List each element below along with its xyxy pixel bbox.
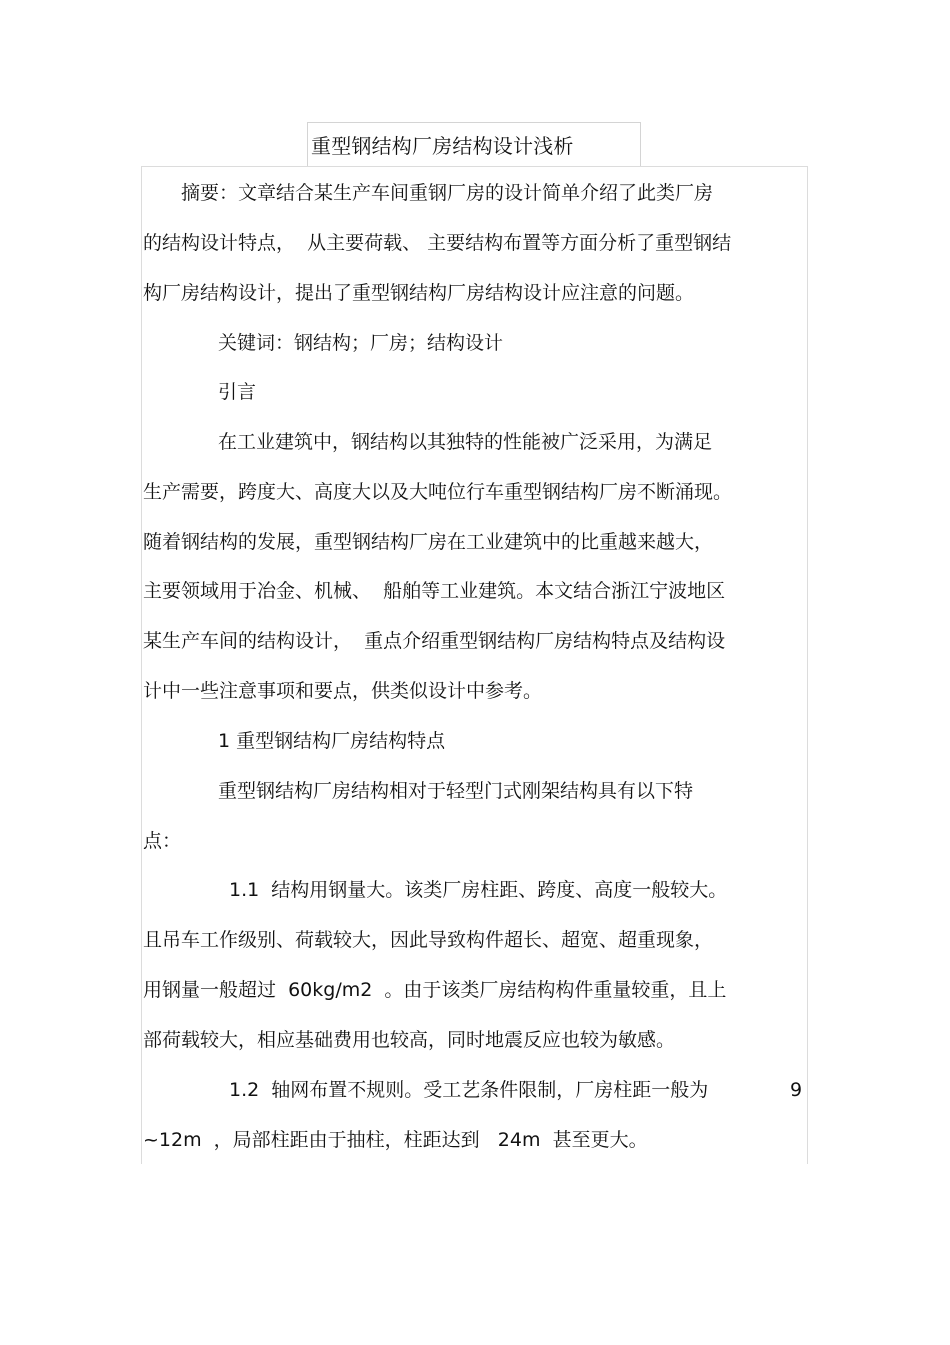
paragraph-line: 点： [143,830,182,852]
paragraph-line: 生产需要，跨度大、高度大以及大吨位行车重型钢结构厂房不断涌现。 [143,481,733,503]
paragraph-line: 部荷载较大，相应基础费用也较高，同时地震反应也较为敏感。 [143,1029,676,1051]
abstract-line-3: 构厂房结构设计，提出了重型钢结构厂房结构设计应注意的问题。 [143,282,695,304]
keywords: 关键词：钢结构；厂房；结构设计 [218,332,504,354]
subsection-1-1: 1.1 结构用钢量大。该类厂房柱距、跨度、高度一般较大。 [229,879,728,901]
section-heading-1: 1 重型钢结构厂房结构特点 [218,730,446,752]
paragraph-line: 主要领域用于冶金、机械、 船舶等工业建筑。本文结合浙江宁波地区 [143,580,726,602]
paragraph-fragment: 9 [790,1079,803,1101]
abstract-line-1: 摘要：文章结合某生产车间重钢厂房的设计简单介绍了此类厂房 [181,182,714,204]
paragraph-line: 计中一些注意事项和要点，供类似设计中参考。 [143,680,543,702]
paragraph-line: 且吊车工作级别、荷载较大，因此导致构件超长、超宽、超重现象， [143,929,714,951]
paragraph-line: 某生产车间的结构设计， 重点介绍重型钢结构厂房结构特点及结构设 [143,630,726,652]
paragraph-line: 随着钢结构的发展，重型钢结构厂房在工业建筑中的比重越来越大， [143,531,714,553]
document-title: 重型钢结构厂房结构设计浅析 [311,134,574,158]
abstract-line-2: 的结构设计特点， 从主要荷载、 主要结构布置等方面分析了重型钢结 [143,232,732,254]
paragraph-line: 重型钢结构厂房结构相对于轻型门式刚架结构具有以下特 [218,780,694,802]
body-frame [141,166,808,1164]
paragraph-line: 用钢量一般超过 60kg/m2 。由于该类厂房结构构件重量较重，且上 [143,979,727,1001]
section-heading-intro: 引言 [218,381,257,403]
subsection-1-2: 1.2 轴网布置不规则。受工艺条件限制，厂房柱距一般为 [229,1079,709,1101]
paragraph-line: ~12m ，局部柱距由于抽柱，柱距达到 24m 甚至更大。 [143,1129,648,1151]
paragraph-line: 在工业建筑中，钢结构以其独特的性能被广泛采用，为满足 [218,431,713,453]
